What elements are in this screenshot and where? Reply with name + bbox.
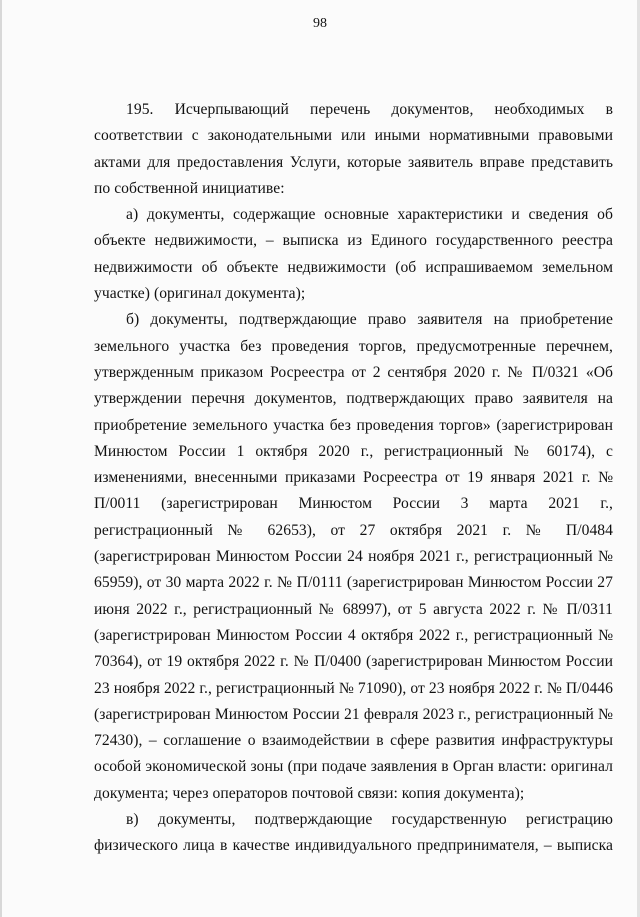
page-number: 98 <box>313 16 327 31</box>
paragraph-item-b: б) документы, подтверждающие право заявителя на приобретение земельного участка без проведения торгов, предусмотренные перечнем, утвержденным приказом Росреестра от 2 сентября 2020 г. № П/0321 «Об утверждении перечня документов, подтверждающих право заявителя на приобретение земельного участка без проведения торгов» (зарегистрирован Минюстом России 1 октября 2020 г., регистрационный № 60174), с изменениями, внесенными приказами Росреестра от 19 января 2021 г. № П/0011 (зарегистрирован Минюстом России 3 марта 2021 г., регистрационный № 62653), от 27 октября 2021 г. № П/0484 (зарегистрирован Минюстом России 24 ноября 2021 г., регистрационный № 65959), от 30 марта 2022 г. № П/0111 (зарегистрирован Минюстом России 27 июня 2022 г., регистрационный № 68997), от 5 августа 2022 г. № П/0311 (зарегистрирован Минюстом России 4 октября 2022 г., регистрационный № 70364), от 19 октября 2022 г. № П/0400 (зарегистрирован Минюстом России 23 ноября 2022 г., регистрационный № 71090), от 23 ноября 2022 г. № П/0446 (зарегистрирован Минюстом России 21 февраля 2023 г., регистрационный № 72430), – соглашение о взаимодействии в сфере развития инфраструктуры особой экономической зоны (при подаче заявления в Орган власти: оригинал документа; через операторов почтовой связи: копия документа); <box>94 311 613 802</box>
paragraph-item-v: в) документы, подтверждающие государственную регистрацию физического лица в качестве индивидуального предпринимателя, – выписка <box>94 811 613 855</box>
document-body <box>94 97 613 860</box>
scan-edge-left <box>0 0 2 917</box>
paragraph-item-a: а) документы, содержащие основные характеристики и сведения об объекте недвижимости, – выписка из Единого государственного реестра недвижимости об объекте недвижимости (об испрашиваемом земельном участке) (оригинал документа); <box>94 206 613 303</box>
paragraph-195: 195. Исчерпывающий перечень документов, необходимых в соответствии с законодательными или иными нормативными правовыми актами для предоставления Услуги, которые заявитель вправе представить по собственной инициативе: <box>94 101 613 197</box>
